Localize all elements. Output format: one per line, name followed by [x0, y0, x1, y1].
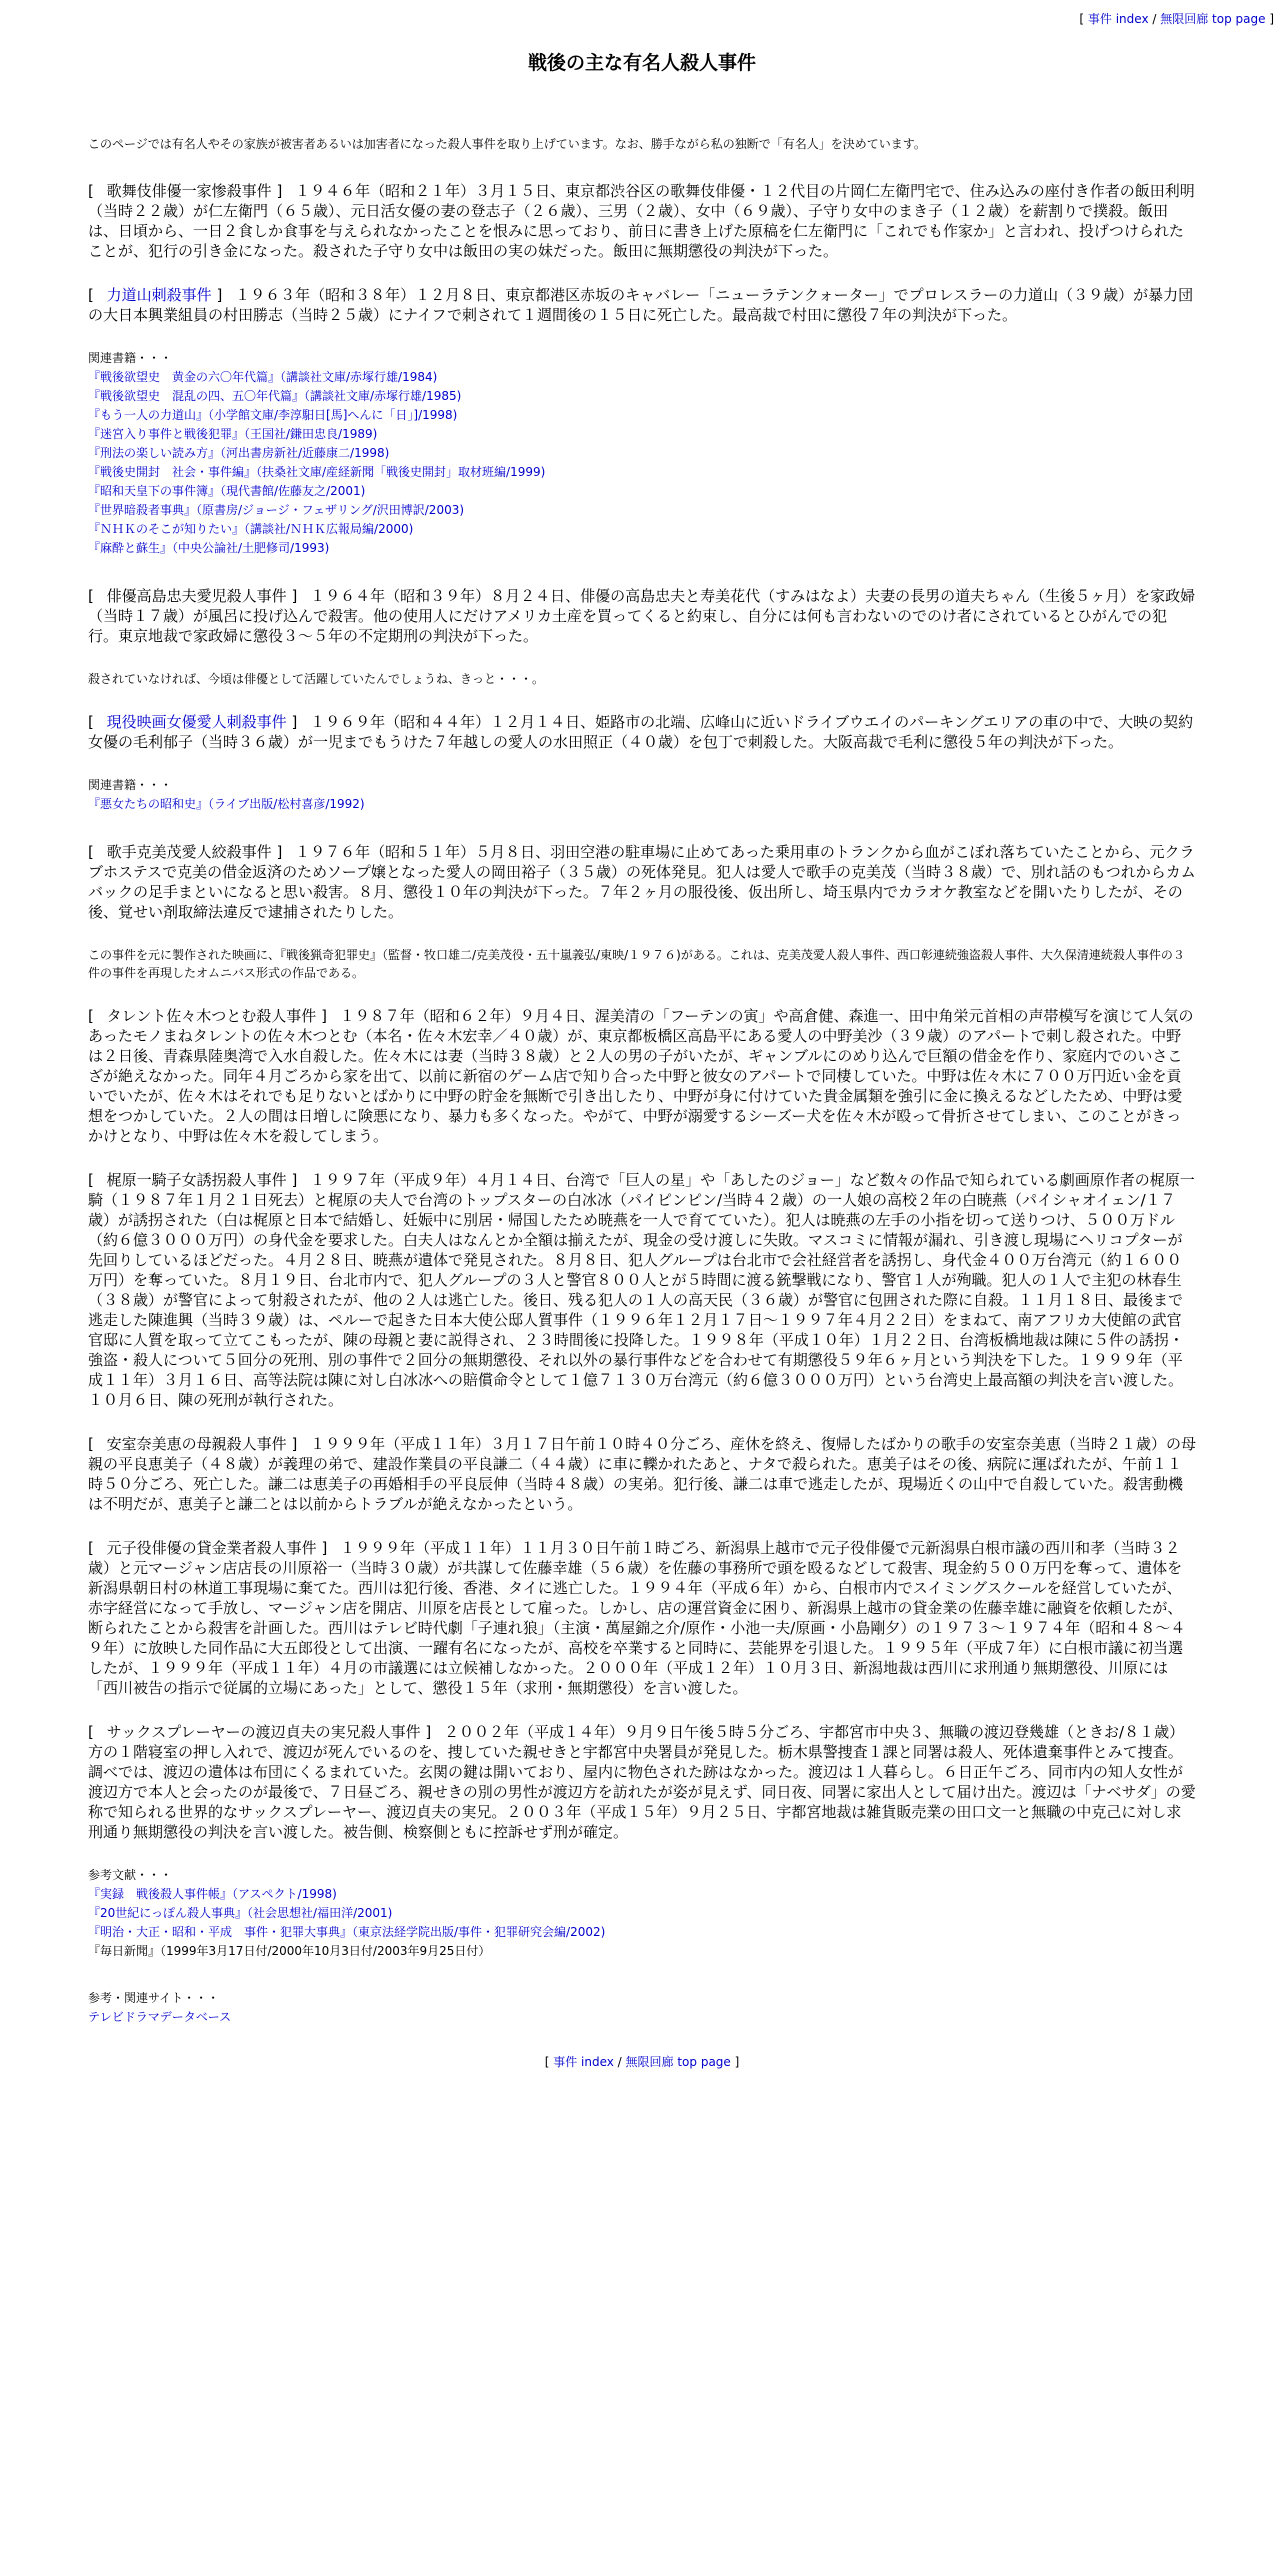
- reference-link[interactable]: 『20世紀にっぽん殺人事典』（社会思想社/福田洋/2001): [88, 1906, 393, 1920]
- case-close-bracket: ]: [291, 587, 298, 605]
- case-close-bracket: ]: [291, 713, 298, 731]
- book-link[interactable]: 『ＮＨＫのそこが知りたい』（講談社/ＮＨＫ広報局編/2000): [88, 522, 414, 536]
- related-books-heading: 関連書籍・・・: [88, 778, 173, 792]
- book-link[interactable]: 『もう一人の力道山』（小学館文庫/李淳馹日[馬]へんに「日」]/1998): [88, 408, 458, 422]
- case-body: １９６９年（昭和４４年）１２月１４日、姫路市の北端、広峰山に近いドライブウエイのパーキングエリアの車の中で、大映の契約女優の毛利郁子（当時３６歳）が一児までもうけた７年越しの愛人の水田照正（４０歳）を包丁で刺殺した。大阪高裁で毛利に懲役５年の判決が下った。: [88, 713, 1194, 751]
- case-body: １９９９年（平成１１年）３月１７日午前１０時４０分ごろ、産休を終え、復帰したばかりの歌手の安室奈美恵（当時２１歳）の母親の平良恵美子（４８歳）が義理の弟で、建設作業員の平良謙二（４４歳）に車に轢かれたあと、ナタで殺られた。恵美子はその後、病院に運ばれたが、午前１１時５０分ごろ、死亡した。謙二は恵美子の再婚相手の平良辰伸（当時４８歳）の実弟。犯行後、謙二は車で逃走したが、現場近くの山中で自殺していた。殺害動機は不明だが、恵美子と謙二とは以前からトラブルが絶えなかったという。: [88, 1435, 1196, 1513]
- reference-sites: [88, 1989, 1196, 2027]
- nav-index-link[interactable]: 事件 index: [1087, 12, 1149, 26]
- case-body: １９８７年（昭和６２年）９月４日、渥美清の「フーテンの寅」や高倉健、森進一、田中角栄元首相の声帯模写を演じて人気のあったモノまねタレントの佐々木つとむ（本名・佐々木宏幸／４０歳）が、東京都板橋区高島平にある愛人の中野美沙（３９歳）のアパートで刺し殺された。中野は２日後、青森県陸奥湾で入水自殺した。佐々木には妻（当時３８歳）と２人の男の子がいたが、ギャンブルにのめり込んで巨額の借金を作り、家庭内でのいさこざが絶えなかった。同年４月ごろから家を出て、以前に新宿のゲーム店で知り合った中野と彼女のアパートで同棲していた。中野は佐々木に７００万円近い金を貢いでいたが、佐々木はそれでも足りないとばかりに中野の貯金を無断で引き出したり、中野が身に付けていた貴金属類を強引に金に換えるなどしたため、中野は愛想をつかしていた。２人の間は日増しに険悪になり、暴力も多くなった。やがて、中野が溺愛するシーズー犬を佐々木が殴って骨折させてしまい、このことがきっかけとなり、中野は佐々木を殺してしまう。: [88, 1007, 1194, 1145]
- case-body: ２００２年（平成１４年）９月９日午後５時５分ごろ、宇都宮市中央３、無職の渡辺登幾雄（ときお/８１歳）方の１階寝室の押し入れで、渡辺が死んでいるのを、捜していた親せきと宇都宮中央署員が発見した。栃木県警捜査１課と同署は殺人、死体遺棄事件とみて捜査。調べでは、渡辺の遺体は布団にくるまれていた。玄関の鍵は開いており、屋内に物色された跡はなかった。渡辺は１人暮らし。６日正午ごろ、同市内の知人女性が渡辺方で本人と会ったのが最後で、７日昼ごろ、親せきの別の男性が渡辺方を訪れたが姿が見えず、同日夜、同署に家出人として届け出た。渡辺は「ナベサダ」の愛称で知られる世界的なサックスプレーヤー、渡辺貞夫の実兄。２００３年（平成１５年）９月２５日、宇都宮地裁は雑貨販売業の田口文一と無職の中克己に対し求刑通り無期懲役の判決を言い渡した。被告側、検察側ともに控訴せず刑が確定。: [88, 1723, 1196, 1841]
- case-body: １９７６年（昭和５１年）５月８日、羽田空港の駐車場に止めてあった乗用車のトランクから血がこぼれ落ちていたことから、元クラブホステスで克美の借金返済のためソープ嬢となった愛人の岡田裕子（３５歳）の死体発見。犯人は愛人で歌手の克美茂（当時３８歳）で、別れ話のもつれからカムバックの足手まといになると思い殺害。８月、懲役１０年の判決が下った。７年２ヶ月の服役後、仮出所し、埼玉県内でカラオケ教室などを開いたりしたが、その後、覚せい剤取締法違反で逮捕されたりした。: [88, 843, 1196, 921]
- case-open-bracket: [: [88, 587, 94, 605]
- case-close-bracket: ]: [321, 1007, 327, 1025]
- case-title: 俳優高島忠夫愛児殺人事件: [106, 587, 287, 605]
- case-body: １９６４年（昭和３９年）８月２４日、俳優の高島忠夫と寿美花代（すみはなよ）夫妻の長男の道夫ちゃん（生後５ヶ月）を家政婦（当時１７歳）が風呂に投げ込んで殺害。他の使用人にだけアメリカ土産を買ってくると約束し、自分には何も言わないのでのけ者にされているとひがんでの犯行。東京地裁で家政婦に懲役３～５年の不定期刑の判決が下った。: [88, 587, 1196, 645]
- case-open-bracket: [: [88, 182, 94, 200]
- nav-top-link[interactable]: 無限回廊 top page: [625, 2055, 731, 2069]
- case-title: 歌手克美茂愛人絞殺事件: [106, 843, 272, 861]
- case-rikidozan: [88, 285, 1196, 325]
- case-open-bracket: [: [88, 1007, 94, 1025]
- case-body: １９９７年（平成９年）４月１４日、台湾で「巨人の星」や「あしたのジョー」など数々の作品で知られている劇画原作者の梶原一騎（１９８７年１月２１日死去）と梶原の夫人で台湾のトップスターの白冰冰（パイピンピン/当時４２歳）の一人娘の高校２年の白暁燕（パイシャオイェン/１７歳）が誘拐された（白は梶原と日本で結婚し、妊娠中に別居・帰国したため暁燕を一人で育てていた）。犯人は暁燕の左手の小指を切って送りつけ、５００万ドル（約６億３０００万円）の身代金を要求した。白夫人はなんとか全額は揃えたが、現金の受け渡しに失敗。マスコミに情報が漏れ、引き渡し現場にヘリコプターが先回りしているほどだった。４月２８日、暁燕が遺体で発見された。８月８日、犯人グループは台北市で会社経営者を誘拐し、身代金４００万台湾元（約１６００万円）を奪っていた。８月１９日、台北市内で、犯人グループの３人と警官８００人とが５時間に渡る銃撃戦になり、警官１人が殉職。犯人の１人で主犯の林春生（３８歳）が警官によって射殺されたが、他の２人は逃亡した。後日、残る犯人の１人の高天民（３６歳）が警官に包囲された際に自殺。１１月１８日、最後まで逃走した陳進興（当時３９歳）は、ペルーで起きた日本大使公邸人質事件（１９９６年１２月１７日～１９９７年４月２２日）をまねて、南アフリカ大使館の武官官邸に人質を取って立てこもったが、陳の母親と妻に説得され、２３時間後に投降した。１９９８年（平成１０年）１月２２日、台湾板橋地裁は陳に５件の誘拐・強盗・殺人について５回分の死刑、別の事件で２回分の無期懲役、それ以外の暴行事件などを合わせて有期懲役５９年６ヶ月という判決を下した。１９９９年（平成１１年）３月１６日、高等法院は陳に対し白冰冰への賠償命令として１億７１３０万台湾元（約６億３０００万円）という台湾史上最高額の判決を言い渡した。１０月６日、陳の死刑が執行された。: [88, 1171, 1195, 1409]
- case-title: 安室奈美恵の母親殺人事件: [106, 1435, 287, 1453]
- case-title-link[interactable]: 現役映画女優愛人刺殺事件: [106, 713, 287, 731]
- case-kajiwara: [88, 1170, 1196, 1410]
- book-link[interactable]: 『刑法の楽しい読み方』（河出書房新社/近藤康二/1998): [88, 446, 390, 460]
- related-books-rikidozan: [88, 349, 1196, 558]
- nav-index-link[interactable]: 事件 index: [553, 2055, 614, 2069]
- case-katsumi: [88, 842, 1196, 922]
- case-close-bracket: ]: [276, 843, 283, 861]
- case-body: １９６３年（昭和３８年）１２月８日、東京都港区赤坂のキャバレー「ニューラテンクォーター」でプロレスラーの力道山（３９歳）が暴力団の大日本興業組員の村田勝志（当時２５歳）にナイフで刺されて１週間後の１５日に死亡した。最高裁で村田に懲役７年の判決が下った。: [88, 286, 1194, 324]
- case-title: タレント佐々木つとむ殺人事件: [106, 1007, 317, 1025]
- case-title: 元子役俳優の貸金業者殺人事件: [106, 1539, 317, 1557]
- case-open-bracket: [: [88, 286, 94, 304]
- case-open-bracket: [: [88, 843, 94, 861]
- reference-link[interactable]: 『明治・大正・昭和・平成 事件・犯罪大事典』（東京法経学院出版/事件・犯罪研究会編/2002): [88, 1925, 606, 1939]
- book-link[interactable]: 『悪女たちの昭和史』（ライブ出版/松村喜彦/1992): [88, 797, 365, 811]
- case-amuro: [88, 1434, 1196, 1514]
- case-close-bracket: ]: [291, 1171, 298, 1189]
- case-mouri: [88, 712, 1196, 752]
- intro-text: このページでは有名人やその家族が被害者あるいは加害者になった殺人事件を取り上げています。なお、勝手ながら私の独断で「有名人」を決めています。: [88, 137, 926, 151]
- related-books-mouri: [88, 776, 1196, 814]
- reference-link[interactable]: 『実録 戦後殺人事件帳』（アスペクト/1998): [88, 1887, 337, 1901]
- case-open-bracket: [: [88, 713, 94, 731]
- page-title: 戦後の主な有名人殺人事件: [527, 52, 756, 74]
- case-title: サックスプレーヤーの渡辺貞夫の実兄殺人事件: [106, 1723, 421, 1741]
- case-body: １９４６年（昭和２１年）３月１５日、東京都渋谷区の歌舞伎俳優・１２代目の片岡仁左衛門宅で、住み込みの座付き作者の飯田利明（当時２２歳）が仁左衛門（６５歳）、元日活女優の妻の登志子（２６歳）、三男（２歳）、女中（６９歳）、子守り女中のまき子（１２歳）を薪割りで撲殺。飯田は、日頃から、一日２食しか食事を与えられなかったことを恨みに思っており、前日に書き上げた原稿を仁左衛門に「これでも作家か」と言われ、投げつけられたことが、犯行の引き金になった。殺された子守り女中は飯田の実の妹だった。飯田に無期懲役の判決が下った。: [88, 182, 1195, 260]
- book-link[interactable]: 『戦後史開封 社会・事件編』（扶桑社文庫/産経新聞「戦後史開封」取材班編/1999): [88, 465, 546, 479]
- case-sasaki: [88, 1006, 1196, 1146]
- case-close-bracket: ]: [276, 182, 283, 200]
- nav-separator: /: [613, 2055, 626, 2069]
- case-kabuki: [88, 181, 1196, 261]
- book-link[interactable]: 『戦後欲望史 混乱の四、五〇年代篇』（講談社文庫/赤塚行雄/1985): [88, 389, 462, 403]
- case-open-bracket: [: [88, 1723, 94, 1741]
- top-nav: [1079, 10, 1274, 27]
- case-title: 梶原一騎子女誘拐殺人事件: [106, 1171, 287, 1189]
- case-open-bracket: [: [88, 1435, 94, 1453]
- case-close-bracket: ]: [216, 286, 223, 304]
- reference-literature: [88, 1866, 1196, 1961]
- book-link[interactable]: 『麻酔と蘇生』（中央公論社/土肥修司/1993): [88, 541, 330, 555]
- case-close-bracket: ]: [291, 1435, 298, 1453]
- reference-heading: 参考文献・・・: [88, 1868, 173, 1882]
- case-title-link[interactable]: 力道山刺殺事件: [106, 286, 212, 304]
- reference-newspaper: 『毎日新聞』（1999年3月17日付/2000年10月3日付/2003年9月25日付）: [88, 1944, 491, 1958]
- nav-close-bracket: ]: [730, 2055, 740, 2069]
- nav-open-bracket: [: [544, 2055, 554, 2069]
- case-takashima: [88, 586, 1196, 646]
- nav-top-link[interactable]: 無限回廊 top page: [1160, 12, 1266, 26]
- book-link[interactable]: 『世界暗殺者事典』（原書房/ジョージ・フェザリング/沢田博訳/2003): [88, 503, 465, 517]
- case-close-bracket: ]: [321, 1539, 328, 1557]
- case-open-bracket: [: [88, 1539, 94, 1557]
- case-watanabe: [88, 1722, 1196, 1842]
- case-title: 歌舞伎俳優一家惨殺事件: [106, 182, 272, 200]
- case-body: １９９９年（平成１１年）１１月３０日午前１時ごろ、新潟県上越市で元子役俳優で元新潟県白根市議の西川和孝（当時３２歳）と元マージャン店店長の川原裕一（当時３０歳）が共謀して佐藤幸雄（５６歳）を佐藤の事務所で頭を殴るなどして殺害、現金約５００万円を奪って、遺体を新潟県朝日村の林道工事現場に棄てた。西川は犯行後、香港、タイに逃亡した。１９９４年（平成６年）から、白根市内でスイミングスクールを経営していたが、赤字経営になって手放し、マージャン店を開店、川原を店長として雇った。しかし、店の運営資金に困り、新潟県上越市の貸金業の佐藤幸雄に融資を依頼したが、断られたことから殺害を計画した。西川はテレビ時代劇「子連れ狼」（主演・萬屋錦之介/原作・小池一夫/原画・小島剛夕）の１９７３～１９７４年（昭和４８～４９年）に放映した同作品に大五郎役として出演、一躍有名になったが、高校を卒業すると同時に、芸能界を引退した。１９９５年（平成７年）に白根市議に初当選したが、１９９９年（平成１１年）４月の市議選には立候補しなかった。２０００年（平成１２年）１０月３日、新潟地裁は西川に求刑通り無期懲役、川原には「西川被告の指示で従属的立場にあった」として、懲役１５年（求刑・無期懲役）を言い渡した。: [88, 1539, 1186, 1697]
- note-katsumi: この事件を元に製作された映画に、『戦後猟奇犯罪史』（監督・牧口雄二/克美茂役・五十嵐義弘/東映/１９７６)がある。これは、克美茂愛人殺人事件、西口彰連続強盗殺人事件、大久保清連続殺人事件の３件の事件を再現したオムニバス形式の作品である。: [88, 948, 1185, 980]
- book-link[interactable]: 『迷宮入り事件と戦後犯罪』（王国社/鎌田忠良/1989): [88, 427, 378, 441]
- nav-close-bracket: ]: [1265, 12, 1274, 26]
- bottom-nav: [88, 2053, 1196, 2070]
- case-close-bracket: ]: [425, 1723, 432, 1741]
- case-nishikawa: [88, 1538, 1196, 1698]
- related-books-heading: 関連書籍・・・: [88, 351, 173, 365]
- nav-separator: /: [1148, 12, 1161, 26]
- nav-open-bracket: [: [1079, 12, 1088, 26]
- note-takashima: 殺されていなければ、今頃は俳優として活躍していたんでしょうね、きっと・・・。: [88, 672, 545, 686]
- book-link[interactable]: 『昭和天皇下の事件簿』（現代書館/佐藤友之/2001): [88, 484, 366, 498]
- tv-drama-database-link[interactable]: テレビドラマデータベース: [88, 2010, 232, 2024]
- case-open-bracket: [: [88, 1171, 94, 1189]
- reference-sites-heading: 参考・関連サイト・・・: [88, 1991, 220, 2005]
- book-link[interactable]: 『戦後欲望史 黄金の六〇年代篇』（講談社文庫/赤塚行雄/1984): [88, 370, 438, 384]
